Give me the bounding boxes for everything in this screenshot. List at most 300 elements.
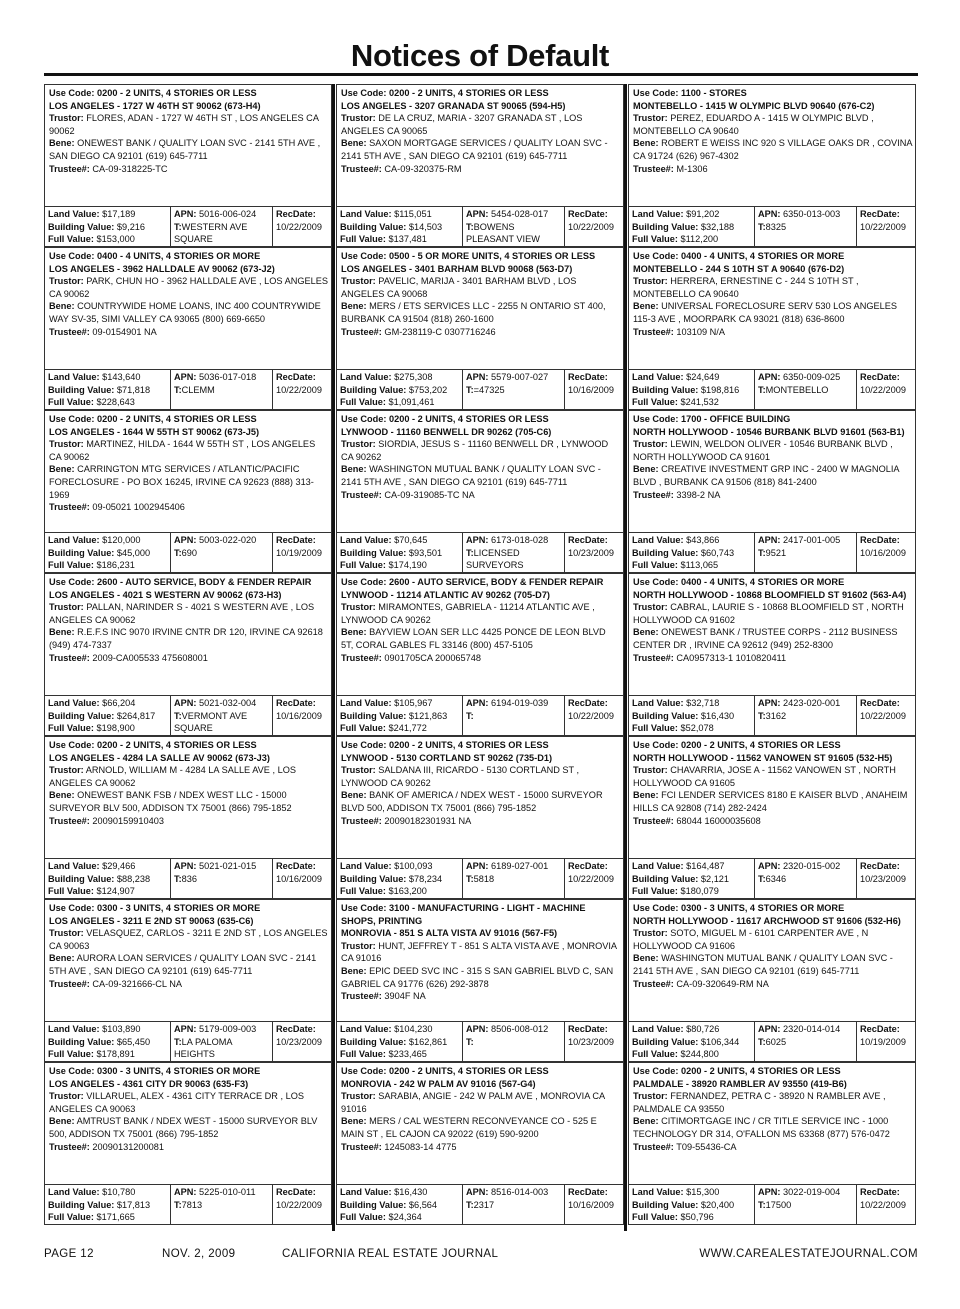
trustor-line (49, 927, 328, 952)
notice-values (337, 532, 623, 573)
trustor-line (341, 764, 620, 789)
full-value-label: Full Value: (340, 560, 386, 571)
trustor-line (341, 438, 620, 463)
recdate-label-line (568, 371, 620, 384)
full-value-value: $178,891 (96, 1049, 135, 1060)
full-value-value: $174,190 (388, 560, 427, 571)
beneficiary-line (49, 137, 328, 162)
recdate-label-line (276, 697, 328, 710)
value-cell (45, 696, 171, 736)
recdate-value: 10/19/2009 (860, 1036, 906, 1047)
apn-label: APN: (174, 372, 197, 382)
apn-line (758, 208, 853, 221)
value-cell (45, 859, 171, 899)
building-value-line (48, 873, 167, 886)
trustor-value: FLORES, ADAN - 1727 W 46TH ST , LOS ANGELES CA 90062 (49, 113, 319, 136)
recdate-cell (565, 1022, 623, 1062)
tract-label: T: (174, 1036, 182, 1047)
tract-line (466, 710, 561, 723)
beneficiary-value: MERS / ETS SERVICES LLC - 2255 N ONTARIO ST 400, BURBANK CA 91504 (818) 260-1600 (341, 301, 606, 324)
recdate-value: 10/22/2009 (276, 384, 322, 395)
apn-cell (171, 1022, 273, 1062)
apn-line (758, 534, 853, 547)
building-value-line (340, 1036, 459, 1049)
notice-text (337, 737, 623, 858)
beneficiary-line (341, 300, 620, 325)
apn-label: APN: (466, 698, 489, 708)
recdate-label: RecDate: (860, 209, 900, 219)
page-title: Notices of Default (350, 38, 610, 73)
recdate-label: RecDate: (860, 1187, 900, 1197)
tract-line (758, 547, 853, 560)
recdate-value: 10/23/2009 (568, 1036, 614, 1047)
trustor-line (49, 275, 328, 300)
full-value-value: $186,231 (96, 560, 135, 571)
recdate-cell (857, 533, 915, 573)
beneficiary-label: Bene: (633, 301, 659, 312)
trustee-number-line (341, 815, 620, 828)
trustee-number-value: 20090131200081 (92, 1141, 164, 1152)
trustor-value: HUNT, JEFFREY T - 851 S ALTA VISTA AVE , MONROVIA CA 91016 (341, 940, 617, 964)
use-code: Use Code: 0200 - 2 UNITS, 4 STORIES OR LESS (341, 88, 549, 98)
full-value-value: $171,665 (96, 1212, 135, 1223)
apn-cell (463, 1185, 565, 1225)
trustee-number-label: Trustee#: (633, 1141, 674, 1152)
trustor-value: SALDANA III, RICARDO - 5130 CORTLAND ST , LYNWOOD CA 90262 (341, 765, 580, 788)
apn-line (758, 860, 853, 873)
full-value-value: $1,091,461 (388, 397, 435, 408)
recdate-value: 10/22/2009 (568, 221, 614, 232)
land-value-value: $17,189 (102, 209, 136, 219)
property-address: MONROVIA - 851 S ALTA VISTA AV 91016 (567-F5) (341, 928, 558, 939)
apn-value: 2320-014-014 (783, 1024, 841, 1034)
footer-url: WWW.CAREALESTATEJOURNAL.COM (699, 1248, 918, 1260)
apn-value: 2320-015-002 (783, 861, 841, 871)
land-value-value: $16,430 (394, 1187, 428, 1197)
beneficiary-label: Bene: (49, 1116, 75, 1127)
recdate-label: RecDate: (276, 1024, 316, 1034)
recdate-label-line (860, 371, 912, 384)
trustee-number-line (633, 815, 912, 828)
property-address: LOS ANGELES - 1644 W 55TH ST 90062 (673-J5) (49, 426, 260, 437)
apn-label: APN: (466, 372, 489, 382)
trustor-line (341, 940, 620, 965)
land-value-value: $275,308 (394, 372, 433, 382)
tract-label: T: (758, 384, 766, 395)
full-value-value: $233,465 (388, 1049, 427, 1060)
land-value-label: Land Value: (632, 209, 684, 219)
recdate-label-line (276, 860, 328, 873)
building-value-value: $71,818 (116, 384, 151, 395)
apn-label: APN: (758, 372, 781, 382)
recdate-label-line (276, 534, 328, 547)
trustor-line (49, 601, 328, 626)
beneficiary-label: Bene: (341, 965, 367, 976)
recdate-value: 10/22/2009 (568, 873, 614, 884)
trustee-number-value: 20090182301931 NA (384, 815, 472, 826)
land-value-label: Land Value: (632, 535, 684, 545)
beneficiary-line (633, 300, 912, 325)
recdate-value: 10/22/2009 (860, 221, 906, 232)
trustee-number-value: 09-0154901 NA (92, 326, 157, 337)
use-code: Use Code: 0200 - 2 UNITS, 4 STORIES OR LESS (341, 740, 549, 750)
land-value-line (340, 1186, 459, 1199)
trustee-number-value: 2009-CA005533 475608001 (92, 652, 208, 663)
recdate-label-line (276, 1186, 328, 1199)
notice-record (628, 247, 916, 410)
trustor-value: PALLAN, NARINDER S - 4021 S WESTERN AVE , LOS ANGELES CA 90062 (49, 602, 315, 625)
tract-line (758, 384, 853, 397)
land-value-line (48, 1023, 167, 1036)
tract-label: T: (466, 873, 474, 884)
recdate-cell (565, 370, 623, 410)
apn-label: APN: (758, 535, 781, 545)
beneficiary-value: ROBERT E WEISS INC 920 S VILLAGE OAKS DR , COVINA CA 91724 (626) 967-4302 (633, 138, 912, 161)
land-value-value: $164,487 (686, 861, 725, 871)
notice-text (45, 574, 331, 695)
tract-value: LICENSED SURVEYORS (466, 547, 524, 571)
property-address: LOS ANGELES - 3211 E 2ND ST 90063 (635-C6) (49, 915, 254, 926)
recdate-label: RecDate: (568, 1024, 608, 1034)
property-address: LOS ANGELES - 4021 S WESTERN AV 90062 (673-H3) (49, 589, 282, 600)
trustor-label: Trustor: (341, 113, 376, 124)
trustee-number-label: Trustee#: (49, 502, 90, 513)
tract-line (174, 384, 269, 397)
trustor-value: SIORDIA, JESUS S - 11160 BENWELL DR , LYNWOOD CA 90262 (341, 439, 609, 462)
property-address: LOS ANGELES - 1727 W 46TH ST 90062 (673-H4) (49, 100, 261, 111)
use-code: Use Code: 0500 - 5 OR MORE UNITS, 4 STORIES OR LESS (341, 251, 596, 261)
value-cell (337, 696, 463, 736)
trustor-value: VELASQUEZ, CARLOS - 3211 E 2ND ST , LOS ANGELES CA 90063 (49, 928, 328, 951)
full-value-line (48, 1211, 167, 1224)
trustor-line (633, 438, 912, 463)
tract-value: 5818 (473, 873, 495, 884)
apn-label: APN: (174, 698, 197, 708)
trustor-value: DE LA CRUZ, MARIA - 3207 GRANADA ST , LOS ANGELES CA 90065 (341, 113, 583, 136)
trustee-number-label: Trustee#: (341, 326, 382, 337)
trustor-label: Trustor: (633, 276, 668, 287)
trustee-number-line (633, 978, 912, 991)
land-value-label: Land Value: (48, 698, 100, 708)
land-value-line (632, 1023, 751, 1036)
recdate-cell (273, 207, 331, 247)
recdate-label: RecDate: (568, 861, 608, 871)
tract-label: T: (466, 710, 474, 721)
land-value-line (632, 697, 751, 710)
value-cell (45, 1022, 171, 1062)
building-value-label: Building Value: (340, 1199, 407, 1210)
use-code: Use Code: 3100 - MANUFACTURING - LIGHT - MACHINE SHOPS, PRINTING (341, 903, 586, 926)
apn-label: APN: (758, 1024, 781, 1034)
tract-line (466, 1036, 561, 1049)
tract-label: T: (758, 1199, 766, 1210)
full-value-label: Full Value: (340, 1049, 386, 1060)
apn-label: APN: (758, 861, 781, 871)
full-value-line (340, 1048, 459, 1061)
land-value-line (632, 208, 751, 221)
apn-cell (755, 1022, 857, 1062)
tract-value: 17500 (765, 1199, 792, 1210)
full-value-line (632, 722, 751, 735)
full-value-value: $241,532 (680, 397, 719, 408)
trustor-label: Trustor: (49, 113, 84, 124)
building-value-label: Building Value: (632, 221, 699, 232)
recdate-value: 10/22/2009 (276, 221, 322, 232)
trustee-number-line (341, 326, 620, 339)
building-value-label: Building Value: (632, 710, 699, 721)
recdate-label: RecDate: (276, 535, 316, 545)
apn-line (174, 1186, 269, 1199)
trustor-value: CHAVARRIA, JOSE A - 11562 VANOWEN ST , NORTH HOLLYWOOD CA 91605 (633, 765, 896, 788)
beneficiary-label: Bene: (49, 627, 75, 638)
recdate-label-line (568, 208, 620, 221)
beneficiary-label: Bene: (49, 301, 75, 312)
notice-values (45, 1184, 331, 1225)
apn-cell (755, 533, 857, 573)
apn-value: 6194-019-039 (491, 698, 549, 708)
building-value-value: $65,450 (116, 1036, 151, 1047)
building-value-value: $32,188 (700, 221, 735, 232)
apn-line (174, 1023, 269, 1036)
notice-text (337, 85, 623, 206)
trustor-line (49, 438, 328, 463)
apn-value: 6189-027-001 (491, 861, 549, 871)
trustee-number-label: Trustee#: (633, 163, 674, 174)
trustee-number-line (49, 501, 328, 514)
notices-column (336, 84, 624, 1231)
beneficiary-value: EPIC DEED SVC INC - 315 S SAN GABRIEL BLVD C, SAN GABRIEL CA 91776 (626) 292-3878 (341, 965, 614, 989)
land-value-label: Land Value: (632, 1187, 684, 1197)
land-value-label: Land Value: (632, 698, 684, 708)
recdate-value: 10/16/2009 (568, 384, 614, 395)
recdate-label-line (860, 697, 912, 710)
building-value-line (632, 384, 751, 397)
beneficiary-value: BAYVIEW LOAN SER LLC 4425 PONCE DE LEON BLVD 5T, CORAL GABLES FL 33146 (800) 457-5105 (341, 627, 606, 650)
beneficiary-label: Bene: (341, 464, 367, 475)
building-value-value: $198,816 (700, 384, 740, 395)
land-value-label: Land Value: (340, 861, 392, 871)
trustee-number-value: 0901705CA 200065748 (384, 652, 481, 663)
recdate-cell (273, 696, 331, 736)
notice-record (336, 1062, 624, 1225)
value-cell (629, 1185, 755, 1225)
building-value-value: $6,564 (408, 1199, 438, 1210)
apn-cell (171, 207, 273, 247)
apn-value: 5179-009-003 (199, 1024, 257, 1034)
trustee-number-line (49, 163, 328, 176)
recdate-label: RecDate: (860, 372, 900, 382)
beneficiary-label: Bene: (633, 1116, 659, 1127)
notice-text (337, 1063, 623, 1184)
land-value-value: $91,202 (686, 209, 720, 219)
beneficiary-label: Bene: (341, 1116, 367, 1127)
apn-value: 5454-028-017 (491, 209, 549, 219)
trustor-value: PAVELIC, MARIJA - 3401 BARHAM BLVD , LOS ANGELES CA 90068 (341, 276, 577, 299)
apn-value: 6173-018-028 (491, 535, 549, 545)
land-value-label: Land Value: (340, 535, 392, 545)
property-address: MONROVIA - 242 W PALM AV 91016 (567-G4) (341, 1078, 536, 1089)
tract-value: 6025 (765, 1036, 787, 1047)
apn-cell (755, 370, 857, 410)
apn-value: 6350-013-003 (783, 209, 841, 219)
tract-line (174, 221, 269, 246)
full-value-label: Full Value: (48, 234, 94, 245)
tract-line (174, 547, 269, 560)
apn-cell (171, 1185, 273, 1225)
notice-record (628, 1062, 916, 1225)
trustor-label: Trustor: (633, 765, 668, 776)
apn-line (466, 1023, 561, 1036)
trustee-number-line (633, 326, 912, 339)
building-value-line (48, 1036, 167, 1049)
full-value-label: Full Value: (48, 1212, 94, 1223)
apn-label: APN: (758, 1187, 781, 1197)
recdate-label: RecDate: (276, 372, 316, 382)
trustee-number-label: Trustee#: (49, 326, 90, 337)
tract-line (758, 1036, 853, 1049)
full-value-value: $241,772 (388, 723, 427, 734)
tract-label: T: (466, 547, 474, 558)
recdate-label: RecDate: (860, 861, 900, 871)
full-value-line (48, 1048, 167, 1061)
recdate-cell (565, 1185, 623, 1225)
property-address: LOS ANGELES - 3207 GRANADA ST 90065 (594-H5) (341, 100, 566, 111)
land-value-label: Land Value: (48, 209, 100, 219)
tract-value: 8325 (765, 221, 787, 232)
full-value-value: $244,800 (680, 1049, 719, 1060)
full-value-line (48, 885, 167, 898)
recdate-cell (857, 1022, 915, 1062)
land-value-label: Land Value: (48, 1187, 100, 1197)
apn-cell (171, 859, 273, 899)
recdate-label: RecDate: (276, 209, 316, 219)
property-address: NORTH HOLLYWOOD - 11617 ARCHWOOD ST 91606 (532-H6) (633, 915, 901, 926)
trustor-value: CABRAL, LAURIE S - 10868 BLOOMFIELD ST , NORTH HOLLYWOOD CA 91602 (633, 602, 904, 625)
notice-text (629, 411, 915, 532)
trustor-value: SOTO, MIGUEL M - 6101 CARPENTER AVE , N HOLLYWOOD CA 91606 (633, 928, 869, 951)
notice-text (629, 900, 915, 1021)
trustor-line (633, 275, 912, 300)
apn-value: 5036-017-018 (199, 372, 257, 382)
tract-value: CLEMM (181, 384, 215, 395)
land-value-line (632, 1186, 751, 1199)
full-value-line (48, 559, 167, 572)
full-value-line (340, 233, 459, 246)
trustee-number-label: Trustee#: (49, 652, 90, 663)
notice-values (45, 532, 331, 573)
notice-values (629, 695, 915, 736)
full-value-line (340, 396, 459, 409)
apn-value: 8506-008-012 (491, 1024, 549, 1034)
notice-values (629, 858, 915, 899)
recdate-label-line (568, 1023, 620, 1036)
full-value-label: Full Value: (340, 886, 386, 897)
trustor-line (49, 764, 328, 789)
full-value-value: $228,643 (96, 397, 135, 408)
recdate-label-line (860, 860, 912, 873)
building-value-line (340, 221, 459, 234)
beneficiary-label: Bene: (341, 790, 367, 801)
notice-record (44, 736, 332, 899)
apn-cell (171, 533, 273, 573)
trustee-number-value: GM-238119-C 0307716246 (384, 326, 496, 337)
full-value-value: $137,481 (388, 234, 427, 245)
notice-values (337, 1021, 623, 1062)
trustor-label: Trustor: (49, 439, 84, 450)
land-value-label: Land Value: (340, 1024, 392, 1034)
full-value-label: Full Value: (340, 397, 386, 408)
tract-line (174, 1036, 269, 1061)
building-value-line (48, 1199, 167, 1212)
trustor-line (633, 927, 912, 952)
building-value-line (340, 384, 459, 397)
apn-label: APN: (466, 209, 489, 219)
beneficiary-line (341, 626, 620, 651)
apn-label: APN: (174, 209, 197, 219)
land-value-value: $103,890 (102, 1024, 141, 1034)
notice-values (337, 206, 623, 247)
notice-values (629, 369, 915, 410)
tract-value: LA PALOMA HEIGHTS (174, 1036, 233, 1060)
use-code: Use Code: 2600 - AUTO SERVICE, BODY & FENDER REPAIR (341, 577, 604, 587)
apn-cell (755, 1185, 857, 1225)
recdate-label-line (568, 860, 620, 873)
trustee-number-value: CA-09-320375-RM (384, 163, 462, 174)
beneficiary-value: WASHINGTON MUTUAL BANK / QUALITY LOAN SVC - 2141 5TH AVE , SAN DIEGO CA 92101 (619) 645-7711 (633, 953, 893, 976)
trustee-number-line (49, 815, 328, 828)
building-value-value: $78,234 (408, 873, 443, 884)
building-value-line (48, 710, 167, 723)
full-value-label: Full Value: (48, 397, 94, 408)
land-value-label: Land Value: (340, 1187, 392, 1197)
full-value-label: Full Value: (632, 1049, 678, 1060)
land-value-line (48, 697, 167, 710)
trustor-label: Trustor: (341, 1091, 376, 1102)
land-value-label: Land Value: (340, 372, 392, 382)
apn-line (758, 371, 853, 384)
recdate-cell (857, 207, 915, 247)
value-cell (629, 859, 755, 899)
recdate-label-line (568, 1186, 620, 1199)
full-value-line (632, 1211, 751, 1224)
trustee-number-value: 3398-2 NA (676, 489, 721, 500)
notice-record (628, 573, 916, 736)
tract-line (466, 873, 561, 886)
full-value-line (632, 396, 751, 409)
trustor-label: Trustor: (49, 602, 84, 613)
notice-record (44, 84, 332, 247)
building-value-value: $45,000 (116, 547, 151, 558)
full-value-value: $50,796 (680, 1212, 714, 1223)
apn-label: APN: (466, 861, 489, 871)
land-value-label: Land Value: (340, 698, 392, 708)
apn-cell (755, 207, 857, 247)
use-code: Use Code: 0400 - 4 UNITS, 4 STORIES OR MORE (633, 577, 845, 587)
tract-label: T: (174, 873, 182, 884)
trustor-label: Trustor: (49, 765, 84, 776)
property-address: LOS ANGELES - 4361 CITY DR 90063 (635-F3) (49, 1078, 249, 1089)
beneficiary-value: SAXON MORTGAGE SERVICES / QUALITY LOAN SVC - 2141 5TH AVE , SAN DIEGO CA 92101 (619) 645-7711 (341, 138, 608, 161)
recdate-label-line (568, 697, 620, 710)
trustor-label: Trustor: (633, 602, 668, 613)
notice-text (629, 85, 915, 206)
full-value-label: Full Value: (340, 723, 386, 734)
beneficiary-value: COUNTRYWIDE HOME LOANS, INC 400 COUNTRYWIDE WAY SV-35, SIMI VALLEY CA 93065 (800) 669-6650 (49, 301, 321, 324)
notice-text (45, 900, 331, 1021)
land-value-value: $32,718 (686, 698, 720, 708)
land-value-label: Land Value: (632, 861, 684, 871)
use-code: Use Code: 0200 - 2 UNITS, 4 STORIES OR LESS (633, 1066, 841, 1076)
